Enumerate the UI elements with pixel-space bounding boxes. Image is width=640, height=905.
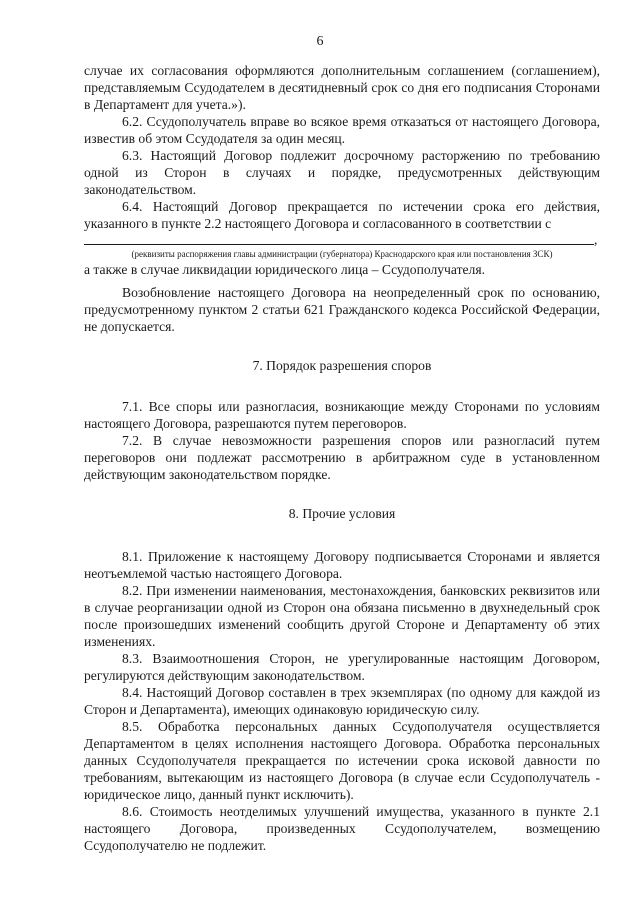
section-7-title: 7. Порядок разрешения споров (252, 358, 432, 373)
paragraph-6-3: 6.3. Настоящий Договор подлежит досрочному расторжению по требованию одной из Сторон в случаях и порядке, предусмотренных действующим законодательством. (84, 148, 600, 197)
paragraph-8-5: 8.5. Обработка персональных данных Ссудополучателя осуществляется Департаментом в целях исполнения настоящего Договора. Обработка персональных данных Ссудополучателя прекращается по истечении срока исковой давности по требованиям, вытекающим из настоящего Договора (в случае если Ссудополучатель - юридическое лицо, данный пункт исключить). (84, 719, 600, 802)
fill-in-blank (84, 232, 600, 248)
blank-comma: , (594, 232, 598, 247)
blank-caption: (реквизиты распоряжения главы администрации (губернатора) Краснодарского края или постановления ЗСК) (131, 249, 553, 259)
paragraph-6-4: 6.4. Настоящий Договор прекращается по истечении срока его действия, указанного в пункте 2.2 настоящего Договора и согласованного в соответствии с (84, 199, 600, 231)
paragraph-7-2: 7.2. В случае невозможности разрешения споров или разногласий путем переговоров они подлежат рассмотрению в арбитражном суде в установленном действующим законодательством порядке. (84, 433, 600, 482)
paragraph-7-1: 7.1. Все споры или разногласия, возникающие между Сторонами по условиям настоящего Договора, разрешаются путем переговоров. (84, 399, 600, 431)
paragraph-renewal: Возобновление настоящего Договора на неопределенный срок по основанию, предусмотренному пунктом 2 статьи 621 Гражданского кодекса Российской Федерации, не допускается. (84, 285, 600, 334)
paragraph-8-4: 8.4. Настоящий Договор составлен в трех экземплярах (по одному для каждой из Сторон и Департамента), имеющих одинаковую юридическую силу. (84, 685, 600, 717)
blank-underline (84, 244, 594, 245)
paragraph-8-1: 8.1. Приложение к настоящему Договору подписывается Сторонами и является неотъемлемой частью настоящего Договора. (84, 549, 600, 581)
paragraph-6-2: 6.2. Ссудополучатель вправе во всякое время отказаться от настоящего Договора, известив об этом Ссудодателя за один месяц. (84, 114, 600, 146)
paragraph-8-6: 8.6. Стоимость неотделимых улучшений имущества, указанного в пункте 2.1 настоящего Договора, произведенных Ссудополучателем, возмещению Ссудополучателю не подлежит. (84, 804, 600, 853)
document-body (84, 62, 600, 854)
section-8-title: 8. Прочие условия (288, 506, 396, 521)
paragraph-8-3: 8.3. Взаимоотношения Сторон, не урегулированные настоящим Договором, регулируются действующим законодательством. (84, 651, 600, 683)
paragraph-8-2: 8.2. При изменении наименования, местонахождения, банковских реквизитов или в случае реорганизации одной из Сторон она обязана письменно в двухнедельный срок после произошедших изменений сообщить другой Стороне и Департаменту об этих изменениях. (84, 583, 600, 649)
paragraph-continuation: случае их согласования оформляются дополнительным соглашением (соглашением), представляемым Ссудодателем в десятидневный срок со дня его подписания Сторонами в Департамент для учета.»). (84, 63, 600, 112)
paragraph-liquidation: а также в случае ликвидации юридического лица – Ссудополучателя. (84, 262, 485, 277)
page-number: 6 (316, 34, 324, 49)
